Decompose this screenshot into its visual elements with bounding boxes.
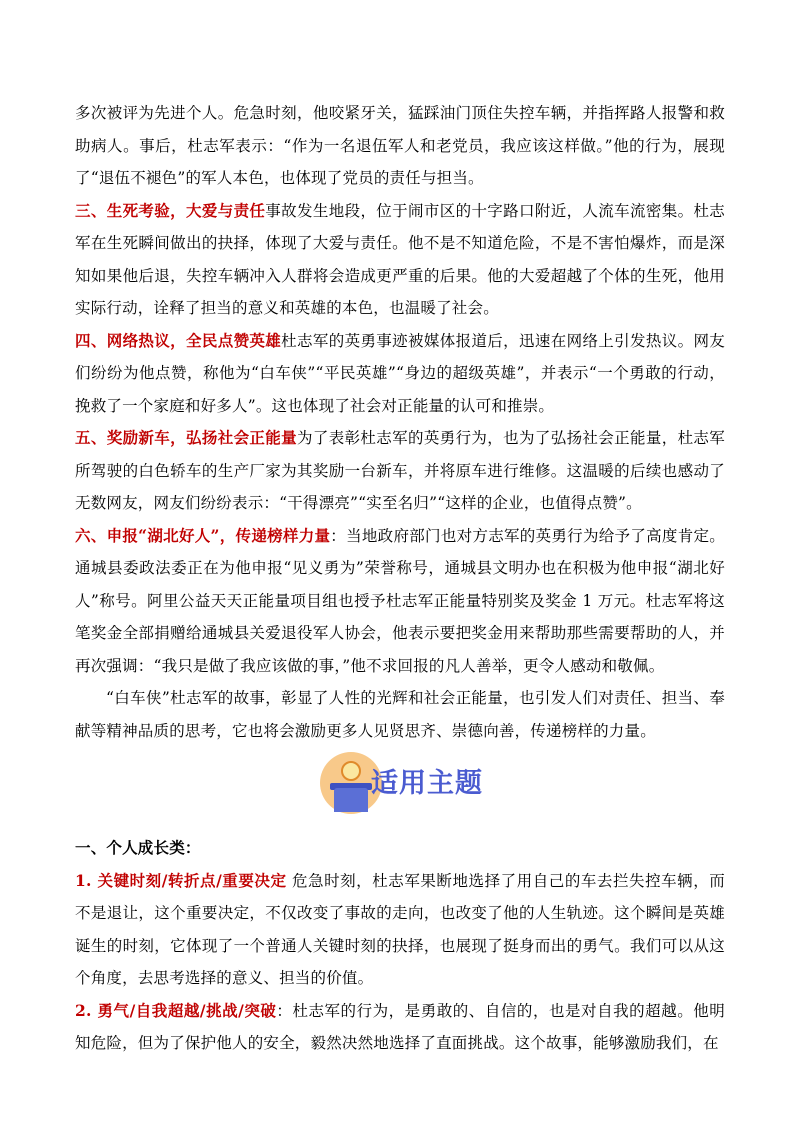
section-3 xyxy=(75,195,725,325)
section-3-body: 事故发生地段，位于闹市区的十字路口附近，人流车流密集。杜志军在生死瞬间做出的抉择，体现了大爱与责任。他不是不知道危险，不是不害怕爆炸，而是深知如果他后退，失控车辆冲入人群将会造成更严重的后果。他的大爱超越了个体的生死，他用实际行动，诠释了担当的意义和英雄的本色，也温暖了社会。 xyxy=(75,201,725,317)
section-4-body: 杜志军的英勇事迹被媒体报道后，迅速在网络上引发热议。网友们纷纷为他点赞，称他为“白车侠”“平民英雄”“身边的超级英雄”，并表示“一个勇敢的行动，挽救了一个家庭和好多人”。这也体现了社会对正能量的认可和推崇。 xyxy=(75,331,725,415)
lightbulb-podium-icon xyxy=(334,788,368,812)
theme-2-body: ：杜志军的行为，是勇敢的、自信的，也是对自我的超越。他明知危险，但为了保护他人的安全，毅然决然地选择了直面挑战。这个故事，能够激励我们，在 xyxy=(75,1001,725,1052)
section-6 xyxy=(75,520,725,683)
section-4-heading: 四、网络热议，全民点赞英雄 xyxy=(75,330,282,350)
theme-1-body: 危急时刻，杜志军果断地选择了用自己的车去拦失控车辆，而不是退让，这个重要决定，不仅改变了事故的走向，也改变了他的人生轨迹。这个瞬间是英雄诞生的时刻，它体现了一个普通人关键时刻的抉择，也展现了挺身而出的勇气。我们可以从这个角度，去思考选择的意义、担当的价值。 xyxy=(75,871,725,987)
section-5-heading: 五、奖励新车，弘扬社会正能量 xyxy=(75,428,297,447)
document-body xyxy=(75,97,725,1060)
applicable-themes-banner xyxy=(75,752,725,816)
section-4 xyxy=(75,325,725,423)
section-5 xyxy=(75,422,725,520)
theme-2-heading: 2. 勇气/自我超越/挑战/突破 xyxy=(75,1000,277,1020)
section-5-body: 为了表彰杜志军的英勇行为，也为了弘扬社会正能量，杜志军所驾驶的白色轿车的生产厂家为其奖励一台新车，并将原车进行维修。这温暖的后续也感动了无数网友，网友们纷纷表示：“干得漂亮”“实至名归”“这样的企业，也值得点赞”。 xyxy=(75,429,725,512)
summary-paragraph: “白车侠”杜志军的故事，彰显了人性的光辉和社会正能量，也引发人们对责任、担当、奉献等精神品质的思考，它也将会激励更多人见贤思齐、崇德向善，传递榜样的力量。 xyxy=(75,689,725,740)
theme-1 xyxy=(75,865,725,995)
banner-title: 适用主题 xyxy=(371,768,483,799)
theme-1-heading: 1. 关键时刻/转折点/重要决定 xyxy=(75,870,287,890)
section-6-heading: 六、申报“湖北好人”，传递榜样力量 xyxy=(75,525,331,545)
category-heading: 一、个人成长类： xyxy=(75,838,201,857)
section-6-body: ：当地政府部门也对方志军的英勇行为给予了高度肯定。通城县委政法委正在为他申报“见义勇为”荣誉称号，通城县文明办也在积极为他申报“湖北好人”称号。阿里公益天天正能量项目组也授予杜志军正能量特别奖及奖金 1 万元。杜志军将这笔奖金全部捐赠给通城县关爱退役军人协会，他表示要把奖金用来帮助那些需要帮助的人，并再次强调：“我只是做了我应该做的事，”他不求回报的凡人善举，更令人感动和敬佩。 xyxy=(75,526,725,675)
lightbulb-icon xyxy=(341,761,361,781)
intro-paragraph: 多次被评为先进个人。危急时刻，他咬紧牙关，猛踩油门顶住失控车辆，并指挥路人报警和救助病人。事后，杜志军表示：“作为一名退伍军人和老党员，我应该这样做。”他的行为，展现了“退伍不褪色”的军人本色，也体现了党员的责任与担当。 xyxy=(75,104,725,187)
theme-2 xyxy=(75,995,725,1060)
section-3-heading: 三、生死考验，大爱与责任 xyxy=(75,200,266,220)
